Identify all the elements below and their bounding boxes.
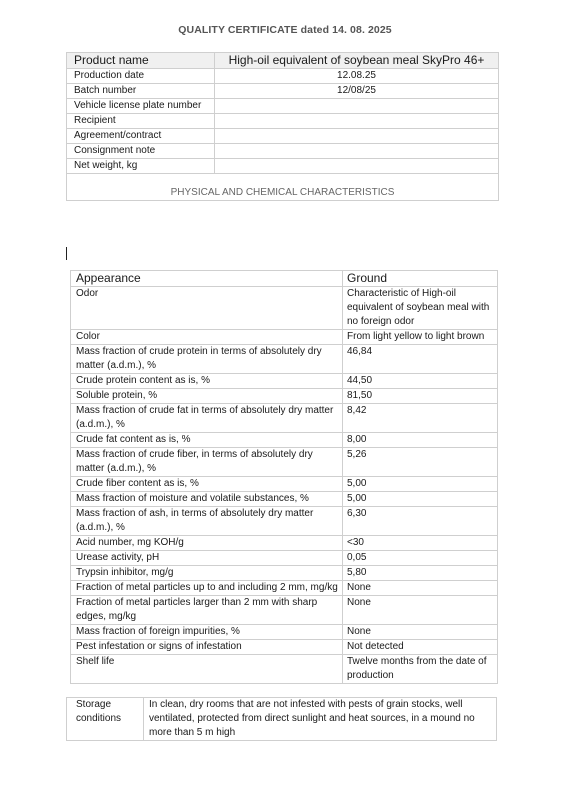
product-info-table (66, 52, 499, 201)
characteristic-label: Mass fraction of moisture and volatile substances, % (71, 492, 343, 507)
storage-table (66, 697, 497, 741)
characteristic-value: 5,26 (343, 448, 498, 477)
characteristic-value: 5,00 (343, 492, 498, 507)
vehicle-plate-row (67, 99, 499, 114)
characteristic-row (71, 404, 498, 433)
characteristics-table (70, 270, 498, 684)
characteristic-label: Mass fraction of foreign impurities, % (71, 625, 343, 640)
characteristic-value: 5,00 (343, 477, 498, 492)
recipient-row (67, 114, 499, 129)
characteristic-value: 6,30 (343, 507, 498, 536)
characteristic-row (71, 640, 498, 655)
row-label: Recipient (67, 114, 215, 129)
characteristic-value: None (343, 625, 498, 640)
net-weight-row (67, 159, 499, 174)
production-date-row (67, 69, 499, 84)
characteristic-value: Twelve months from the date of production (343, 655, 498, 684)
characteristic-value: Not detected (343, 640, 498, 655)
characteristic-row (71, 287, 498, 330)
characteristic-value: None (343, 581, 498, 596)
characteristic-value: 81,50 (343, 389, 498, 404)
characteristic-label: Crude fiber content as is, % (71, 477, 343, 492)
storage-label: Storage conditions (67, 698, 144, 741)
storage-value: In clean, dry rooms that are not infested with pests of grain stocks, well ventilated, protected from direct sunlight and heat sources, in a mound no more than 5 m high (144, 698, 497, 741)
characteristic-label: Odor (71, 287, 343, 330)
row-label: Vehicle license plate number (67, 99, 215, 114)
row-value (215, 99, 499, 114)
characteristic-value: 8,42 (343, 404, 498, 433)
characteristic-row (71, 625, 498, 640)
row-value (215, 129, 499, 144)
row-value (215, 159, 499, 174)
characteristic-label: Mass fraction of crude fat in terms of absolutely dry matter (a.d.m.), % (71, 404, 343, 433)
characteristic-value: 44,50 (343, 374, 498, 389)
characteristic-label: Trypsin inhibitor, mg/g (71, 566, 343, 581)
certificate-title: QUALITY CERTIFICATE dated 14. 08. 2025 (178, 24, 392, 36)
characteristic-row (71, 374, 498, 389)
characteristic-label: Fraction of metal particles up to and including 2 mm, mg/kg (71, 581, 343, 596)
appearance-label: Appearance (71, 271, 343, 287)
storage-row (67, 698, 497, 741)
characteristic-value: 46,84 (343, 345, 498, 374)
characteristic-label: Pest infestation or signs of infestation (71, 640, 343, 655)
characteristic-label: Crude fat content as is, % (71, 433, 343, 448)
characteristic-value: From light yellow to light brown (343, 330, 498, 345)
characteristic-label: Mass fraction of crude fiber, in terms of absolutely dry matter (a.d.m.), % (71, 448, 343, 477)
characteristic-row (71, 596, 498, 625)
characteristic-label: Fraction of metal particles larger than 2 mm with sharp edges, mg/kg (71, 596, 343, 625)
characteristic-value: None (343, 596, 498, 625)
appearance-row (71, 271, 498, 287)
row-value: 12.08.25 (215, 69, 499, 84)
characteristic-row (71, 345, 498, 374)
consignment-row (67, 144, 499, 159)
characteristic-value: 8,00 (343, 433, 498, 448)
row-value (215, 114, 499, 129)
section-title-row (67, 174, 499, 201)
characteristic-value: 0,05 (343, 551, 498, 566)
characteristic-row (71, 581, 498, 596)
characteristic-value: Characteristic of High-oil equivalent of soybean meal with no foreign odor (343, 287, 498, 330)
characteristic-row (71, 492, 498, 507)
row-label: Net weight, kg (67, 159, 215, 174)
row-label: Consignment note (67, 144, 215, 159)
characteristic-label: Mass fraction of crude protein in terms of absolutely dry matter (a.d.m.), % (71, 345, 343, 374)
characteristic-value: <30 (343, 536, 498, 551)
product-name-label: Product name (67, 53, 215, 69)
characteristic-label: Soluble protein, % (71, 389, 343, 404)
characteristic-row (71, 655, 498, 684)
appearance-value: Ground (343, 271, 498, 287)
characteristic-label: Color (71, 330, 343, 345)
characteristic-row (71, 566, 498, 581)
row-label: Production date (67, 69, 215, 84)
batch-number-row (67, 84, 499, 99)
characteristic-row (71, 330, 498, 345)
characteristic-label: Acid number, mg KOH/g (71, 536, 343, 551)
agreement-row (67, 129, 499, 144)
text-cursor (66, 247, 67, 260)
characteristic-row (71, 507, 498, 536)
row-label: Batch number (67, 84, 215, 99)
characteristic-row (71, 536, 498, 551)
characteristic-label: Shelf life (71, 655, 343, 684)
product-name-row (67, 53, 499, 69)
characteristic-label: Crude protein content as is, % (71, 374, 343, 389)
characteristic-row (71, 477, 498, 492)
section-title: PHYSICAL AND CHEMICAL CHARACTERISTICS (67, 174, 499, 201)
product-name-value: High-oil equivalent of soybean meal SkyPro 46+ (215, 53, 499, 69)
characteristic-row (71, 448, 498, 477)
row-value (215, 144, 499, 159)
characteristic-row (71, 389, 498, 404)
characteristic-row (71, 551, 498, 566)
characteristic-label: Urease activity, pH (71, 551, 343, 566)
characteristic-row (71, 433, 498, 448)
row-value: 12/08/25 (215, 84, 499, 99)
characteristic-value: 5,80 (343, 566, 498, 581)
characteristic-label: Mass fraction of ash, in terms of absolutely dry matter (a.d.m.), % (71, 507, 343, 536)
row-label: Agreement/contract (67, 129, 215, 144)
